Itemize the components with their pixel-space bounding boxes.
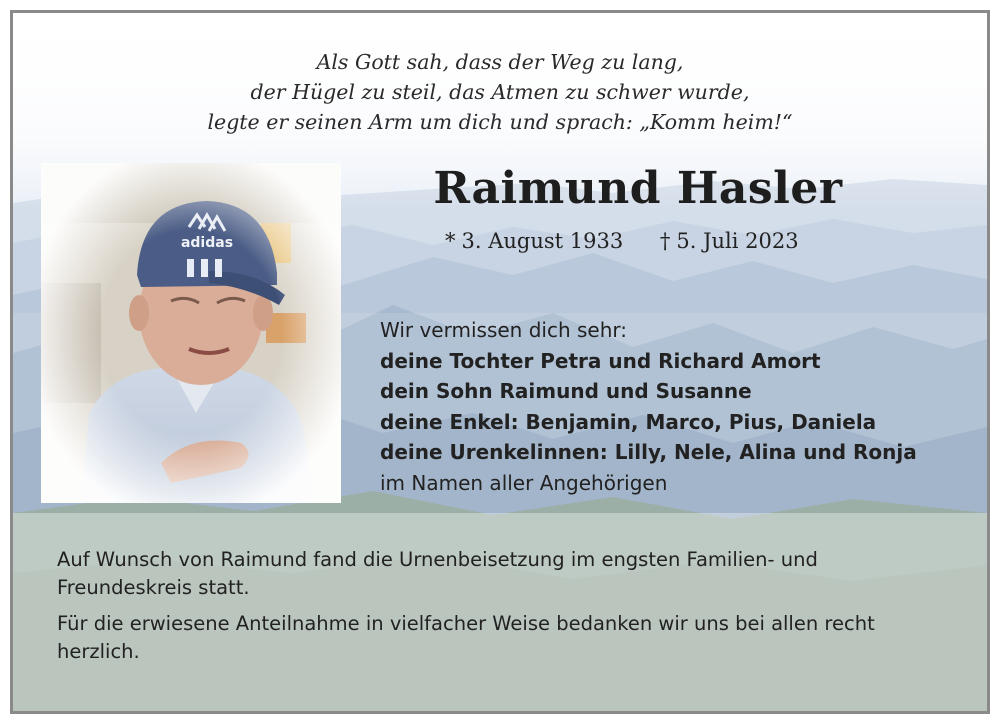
life-dates (445, 229, 799, 253)
mourners-outro: im Namen aller Angehörigen (380, 470, 668, 495)
verse-line: der Hügel zu steil, das Atmen zu schwer wurde, (250, 80, 750, 104)
verse-line: Als Gott sah, dass der Weg zu lang, (316, 50, 684, 74)
burial-notice: Auf Wunsch von Raimund fand die Urnenbeisetzung im engsten Familien- und Freundeskreis statt. (57, 548, 818, 599)
memorial-verse (13, 47, 987, 137)
mourners-intro: Wir vermissen dich sehr: (380, 318, 627, 342)
deceased-name: Raimund Hasler (433, 163, 843, 214)
mourners-list (380, 315, 917, 498)
portrait-photo (41, 163, 341, 503)
mourner-line: deine Urenkelinnen: Lilly, Nele, Alina und Ronja (380, 440, 917, 464)
obituary-card (10, 10, 990, 714)
verse-line: legte er seinen Arm um dich und sprach: „Komm heim!“ (207, 110, 793, 134)
birth-symbol: * (445, 229, 456, 253)
death-date: 5. Juli 2023 (676, 229, 799, 253)
death-cross-symbol: † (659, 229, 671, 253)
birth-date: 3. August 1933 (461, 229, 624, 253)
mourner-line: deine Enkel: Benjamin, Marco, Pius, Daniela (380, 409, 877, 434)
mourner-line: dein Sohn Raimund und Susanne (380, 379, 752, 403)
thanks-notice: Für die erwiesene Anteilnahme in vielfacher Weise bedanken wir uns bei allen recht herzlich. (57, 612, 875, 663)
mourner-line: deine Tochter Petra und Richard Amort (380, 348, 821, 373)
